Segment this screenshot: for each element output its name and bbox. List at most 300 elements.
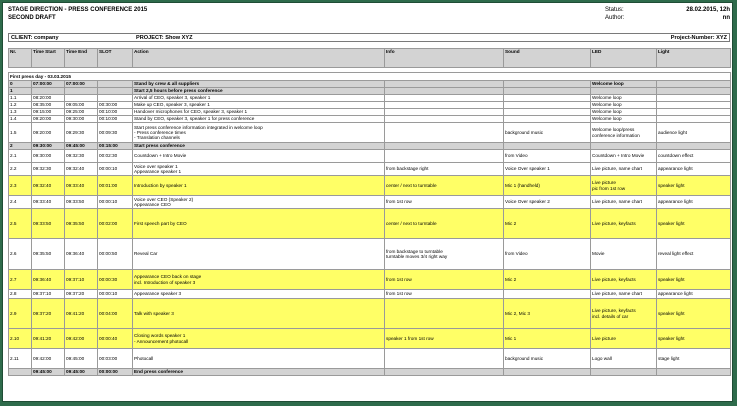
cell-led (591, 116, 657, 123)
cell-led (591, 290, 657, 299)
cell-end (65, 270, 98, 290)
cell-slot (98, 290, 133, 299)
cell-led-text: Logo wall (592, 355, 612, 361)
cell-sound (504, 102, 591, 109)
cell-light (657, 349, 731, 369)
cell-action (133, 102, 385, 109)
cell-slot-text: 00:00:00 (99, 369, 118, 375)
cell-end-text: 09:37:20 (66, 291, 85, 297)
cell-slot (98, 369, 133, 376)
cell-light (657, 176, 731, 196)
cell-nr-text: 2.9 (10, 310, 17, 316)
status-value: 28.02.2015, 12h (686, 7, 730, 13)
cell-start-text: 09:32:40 (33, 182, 52, 188)
cell-start (32, 102, 65, 109)
cell-start (32, 109, 65, 116)
cell-led-text: Live picture, keyfacts (592, 276, 636, 282)
cell-start (32, 163, 65, 176)
cell-nr (9, 196, 32, 209)
cell-action-text: Photocall (134, 355, 154, 361)
cell-sound (504, 209, 591, 239)
cell-led (591, 369, 657, 376)
column-header-nr: Nr. (9, 49, 32, 68)
cell-led-text: Welcome loop (592, 116, 622, 122)
day-label: First press day - 03.03.2015 (9, 73, 731, 81)
cell-start-text: 09:33:50 (33, 220, 52, 226)
column-header-action: Action (133, 49, 385, 68)
cell-start (32, 196, 65, 209)
cell-slot-text: 00:02:00 (99, 220, 118, 226)
document-title (8, 7, 147, 22)
cell-sound-text: from Video (505, 153, 528, 159)
cell-sound (504, 290, 591, 299)
cell-info (385, 116, 504, 123)
project-number-label: Project-Number: XYZ (670, 35, 727, 41)
cell-slot (98, 150, 133, 163)
table-row (9, 270, 731, 290)
cell-slot (98, 299, 133, 329)
cell-slot (98, 102, 133, 109)
table-row (9, 109, 731, 116)
cell-end (65, 88, 98, 95)
cell-sound (504, 270, 591, 290)
cell-led (591, 81, 657, 88)
cell-nr (9, 329, 32, 349)
cell-sound (504, 81, 591, 88)
cell-info (385, 329, 504, 349)
cell-action (133, 150, 385, 163)
cell-nr-text: 1.1 (10, 95, 17, 101)
table-row (9, 209, 731, 239)
cell-led (591, 102, 657, 109)
cell-action-text: Appearance speaker 3 (134, 291, 182, 297)
cell-led-text: Live picture, name chart (592, 199, 643, 205)
cell-slot-text: 00:00:10 (99, 199, 118, 205)
cell-led-text: Welcome loop (592, 109, 622, 115)
cell-nr (9, 349, 32, 369)
cell-slot-text: 00:00:10 (99, 166, 118, 172)
cell-start-text: 09:35:50 (33, 251, 52, 257)
section-row (9, 88, 731, 95)
status-label: Status: (605, 7, 624, 13)
cell-info (385, 176, 504, 196)
cell-info (385, 143, 504, 150)
cell-nr-text: 2.3 (10, 182, 17, 188)
cell-action (133, 163, 385, 176)
cell-nr (9, 88, 32, 95)
cell-sound (504, 196, 591, 209)
cell-sound-text: Voice Over speaker 2 (505, 199, 550, 205)
cell-sound-text: Voice Over speaker 1 (505, 166, 550, 172)
table-header-row (9, 49, 731, 68)
cell-led-text: Welcome loop (592, 81, 624, 87)
cell-light (657, 369, 731, 376)
cell-led (591, 270, 657, 290)
cell-led-text: Live picture pic from 1st row (592, 180, 626, 191)
cell-info (385, 270, 504, 290)
cell-slot-text: 00:30:00 (99, 102, 118, 108)
cell-slot (98, 95, 133, 102)
cell-end (65, 239, 98, 270)
cell-slot-text: 00:02:30 (99, 153, 118, 159)
cell-slot (98, 81, 133, 88)
cell-start (32, 95, 65, 102)
cell-info-text: from backstage to turntable turntable moves 3/4 right way (386, 248, 448, 259)
cell-info-text: from 1st row (386, 276, 412, 282)
cell-info (385, 109, 504, 116)
cell-action-text: Start press conference (134, 143, 185, 149)
cell-light (657, 299, 731, 329)
cell-start-text: 08:35:00 (33, 102, 52, 108)
cell-action-text: Stand by CEO, speaker 3, speaker 1 for press conference (134, 116, 255, 122)
cell-slot (98, 270, 133, 290)
cell-start (32, 116, 65, 123)
cell-light (657, 290, 731, 299)
cell-info (385, 95, 504, 102)
table-row (9, 290, 731, 299)
column-header-info: Info (385, 49, 504, 68)
cell-action-text: First speech part by CEO (134, 220, 187, 226)
cell-end-text: 09:32:40 (66, 166, 85, 172)
cell-nr (9, 209, 32, 239)
cell-action (133, 369, 385, 376)
cell-end-text: 09:45:00 (66, 355, 85, 361)
cell-start (32, 143, 65, 150)
cell-action (133, 116, 385, 123)
table-row (9, 123, 731, 143)
cell-slot-text: 00:01:00 (99, 182, 118, 188)
cell-light-text: reveal light effect (658, 251, 694, 257)
cell-light (657, 88, 731, 95)
cell-led (591, 329, 657, 349)
cell-nr (9, 150, 32, 163)
cell-end (65, 369, 98, 376)
cell-end-text: 09:45:00 (66, 369, 85, 375)
cell-start (32, 369, 65, 376)
cell-info-text: from backstage right (386, 166, 429, 172)
cell-start-text: 09:45:00 (33, 369, 52, 375)
cell-nr-text: 2.4 (10, 199, 17, 205)
cell-info (385, 123, 504, 143)
cell-action (133, 109, 385, 116)
cell-led (591, 163, 657, 176)
cell-nr-text: 2 (10, 143, 13, 149)
cell-info (385, 81, 504, 88)
cell-slot-text: 00:00:30 (99, 276, 118, 282)
cell-info (385, 163, 504, 176)
table-row (9, 150, 731, 163)
cell-nr (9, 176, 32, 196)
cell-slot (98, 209, 133, 239)
cell-start-text: 09:41:20 (33, 335, 52, 341)
author-value: nn (722, 14, 730, 21)
cell-slot (98, 349, 133, 369)
cell-slot-text: 00:09:30 (99, 129, 118, 135)
cell-led (591, 176, 657, 196)
column-header-sound: Sound (504, 49, 591, 68)
cell-light-text: appearance light (658, 291, 693, 297)
cell-nr (9, 123, 32, 143)
cell-info-text: center / next to turntable (386, 182, 437, 188)
cell-end (65, 116, 98, 123)
cell-slot-text: 00:00:10 (99, 291, 118, 297)
cell-end-text: 09:35:50 (66, 220, 85, 226)
cell-start (32, 349, 65, 369)
cell-light-text: countdown effect (658, 153, 694, 159)
day-row (9, 73, 731, 81)
cell-start-text: 07:00:00 (33, 81, 52, 87)
cell-info-text: speaker 1 from 1st row (386, 335, 434, 341)
cell-sound (504, 95, 591, 102)
cell-light (657, 143, 731, 150)
cell-start-text: 09:37:10 (33, 291, 52, 297)
stage-direction-table (8, 48, 731, 376)
cell-led-text: Welcome loop/press conference information (592, 127, 640, 138)
cell-slot-text: 00:15:00 (99, 143, 118, 149)
cell-action (133, 95, 385, 102)
column-header-time-end: Time End (65, 49, 98, 68)
cell-action-text: Countdown + Intro Movie (134, 153, 187, 159)
cell-slot (98, 116, 133, 123)
cell-led-text: Welcome loop (592, 102, 622, 108)
cell-sound (504, 176, 591, 196)
cell-sound-text: Mic 2, Mic 3 (505, 310, 531, 316)
cell-action-text: Make up CEO, speaker 3, speaker 1 (134, 102, 210, 108)
cell-light-text: appearance light (658, 199, 693, 205)
cell-slot-text: 00:00:50 (99, 251, 118, 257)
cell-end-text: 09:25:00 (66, 109, 85, 115)
cell-info (385, 369, 504, 376)
cell-led (591, 95, 657, 102)
cell-end-text: 09:37:10 (66, 276, 85, 282)
table-row (9, 239, 731, 270)
cell-nr-text: 2.8 (10, 291, 17, 297)
cell-nr-text: 2.6 (10, 251, 17, 257)
cell-action-text: Start 2,5 hours before press conference (134, 88, 223, 94)
cell-light (657, 329, 731, 349)
table-row (9, 95, 731, 102)
table-row (9, 329, 731, 349)
cell-action (133, 81, 385, 88)
column-header-slot: SLOT (98, 49, 133, 68)
cell-start (32, 299, 65, 329)
cell-start (32, 290, 65, 299)
cell-start (32, 81, 65, 88)
cell-end-text: 09:30:00 (66, 116, 85, 122)
cell-end (65, 123, 98, 143)
cell-slot-text: 00:10:00 (99, 109, 118, 115)
cell-led-text: Welcome loop (592, 95, 622, 101)
cell-led (591, 143, 657, 150)
cell-nr-text: 0 (10, 81, 13, 87)
cell-light (657, 239, 731, 270)
table-row (9, 349, 731, 369)
cell-start-text: 08:20:00 (33, 95, 52, 101)
cell-slot (98, 143, 133, 150)
cell-light-text: speaker light (658, 182, 685, 188)
document-page (2, 2, 733, 402)
author-label: Author: (605, 14, 625, 21)
cell-end-text: 09:42:00 (66, 335, 85, 341)
cell-info (385, 239, 504, 270)
cell-action (133, 196, 385, 209)
cell-action-text: End press conference (134, 369, 183, 375)
cell-end (65, 176, 98, 196)
column-header-time-start: Time Start (32, 49, 65, 68)
cell-led-text: Live picture, keyfacts (592, 220, 636, 226)
cell-end (65, 150, 98, 163)
cell-slot-text: 00:00:40 (99, 335, 118, 341)
client-label: CLIENT: company (11, 35, 59, 41)
cell-info-text: from 1st row (386, 199, 412, 205)
cell-nr (9, 81, 32, 88)
cell-nr-text: 1.5 (10, 129, 17, 135)
cell-nr (9, 95, 32, 102)
cell-slot-text: 00:04:00 (99, 310, 118, 316)
cell-end-text: 09:41:20 (66, 310, 85, 316)
cell-nr-text: 1.2 (10, 102, 17, 108)
cell-start (32, 88, 65, 95)
cell-action-text: Closing words speaker 1 - Announcement photocall (134, 333, 189, 344)
cell-action (133, 88, 385, 95)
cell-action-text: Stand by crew & all suppliers (134, 81, 200, 87)
cell-action (133, 143, 385, 150)
cell-light-text: appearance light (658, 166, 693, 172)
cell-info (385, 196, 504, 209)
cell-action-text: Introduction by speaker 1 (134, 182, 187, 188)
cell-start (32, 239, 65, 270)
cell-light-text: speaker light (658, 276, 685, 282)
cell-sound (504, 116, 591, 123)
cell-slot (98, 123, 133, 143)
cell-start-text: 09:32:30 (33, 166, 52, 172)
cell-start (32, 150, 65, 163)
cell-action (133, 239, 385, 270)
cell-nr (9, 143, 32, 150)
cell-end-text: 09:36:40 (66, 251, 85, 257)
cell-end (65, 349, 98, 369)
cell-nr-text: 1.3 (10, 109, 17, 115)
cell-action-text: Voice over CEO (Speaker 2) Appearance CEO (134, 196, 194, 207)
title-line-1: STAGE DIRECTION - PRESS CONFERENCE 2015 (8, 7, 148, 13)
cell-action (133, 209, 385, 239)
cell-end (65, 109, 98, 116)
cell-nr (9, 102, 32, 109)
cell-action (133, 270, 385, 290)
cell-nr-text: 2.11 (10, 355, 19, 361)
cell-info (385, 290, 504, 299)
cell-end (65, 196, 98, 209)
section-row (9, 81, 731, 88)
table-row (9, 102, 731, 109)
cell-light (657, 95, 731, 102)
cell-info (385, 349, 504, 369)
cell-light (657, 123, 731, 143)
cell-end-text: 09:05:00 (66, 102, 85, 108)
cell-info-text: center / next to turntable (386, 220, 437, 226)
cell-action (133, 176, 385, 196)
cell-sound (504, 150, 591, 163)
cell-end-text: 07:00:00 (66, 81, 85, 87)
cell-led-text: Countdown + Intro Movie (592, 153, 645, 159)
cell-light (657, 270, 731, 290)
cell-slot (98, 88, 133, 95)
cell-end (65, 329, 98, 349)
cell-end-text: 09:29:30 (66, 129, 85, 135)
cell-action-text: Reveal Car (134, 251, 158, 257)
cell-sound (504, 349, 591, 369)
cell-end-text: 09:33:50 (66, 199, 85, 205)
cell-sound-text: from Video (505, 251, 528, 257)
column-header-light: Light (657, 49, 731, 68)
cell-light-text: speaker light (658, 220, 685, 226)
cell-nr (9, 116, 32, 123)
cell-led (591, 239, 657, 270)
section-row (9, 369, 731, 376)
cell-light-text: speaker light (658, 310, 685, 316)
cell-nr (9, 290, 32, 299)
cell-sound (504, 239, 591, 270)
column-header-led: LED (591, 49, 657, 68)
cell-sound (504, 299, 591, 329)
cell-slot (98, 239, 133, 270)
cell-light (657, 109, 731, 116)
cell-slot-text: 00:03:00 (99, 355, 118, 361)
cell-start-text: 09:30:00 (33, 153, 52, 159)
cell-action-text: Voice over speaker 1 Appearance speaker 1 (134, 163, 182, 174)
cell-nr (9, 270, 32, 290)
table-row (9, 176, 731, 196)
cell-nr (9, 369, 32, 376)
cell-nr (9, 109, 32, 116)
cell-start-text: 09:42:00 (33, 355, 52, 361)
cell-sound (504, 123, 591, 143)
cell-end (65, 290, 98, 299)
project-info-bar (8, 33, 730, 42)
cell-end (65, 102, 98, 109)
cell-nr-text: 2.7 (10, 276, 17, 282)
cell-led-text: Live picture (592, 335, 616, 341)
cell-sound (504, 88, 591, 95)
cell-start (32, 329, 65, 349)
cell-light (657, 163, 731, 176)
cell-action-text: Talk with speaker 3 (134, 310, 174, 316)
cell-sound-text: Mic 1 (505, 335, 517, 341)
cell-start-text: 09:20:00 (33, 116, 52, 122)
cell-end (65, 209, 98, 239)
table-row (9, 163, 731, 176)
cell-light (657, 209, 731, 239)
cell-sound-text: background music (505, 129, 544, 135)
cell-start-text: 09:36:40 (33, 276, 52, 282)
cell-nr-text: 2.1 (10, 153, 17, 159)
cell-action (133, 349, 385, 369)
cell-start (32, 209, 65, 239)
cell-slot (98, 329, 133, 349)
cell-led (591, 299, 657, 329)
cell-light (657, 116, 731, 123)
cell-end (65, 143, 98, 150)
cell-start (32, 176, 65, 196)
cell-end (65, 81, 98, 88)
cell-sound (504, 109, 591, 116)
cell-nr (9, 299, 32, 329)
cell-nr-text: 2.10 (10, 335, 20, 341)
cell-action (133, 123, 385, 143)
cell-led-text: Live picture, name chart (592, 166, 643, 172)
cell-light-text: speaker light (658, 335, 685, 341)
cell-light (657, 150, 731, 163)
